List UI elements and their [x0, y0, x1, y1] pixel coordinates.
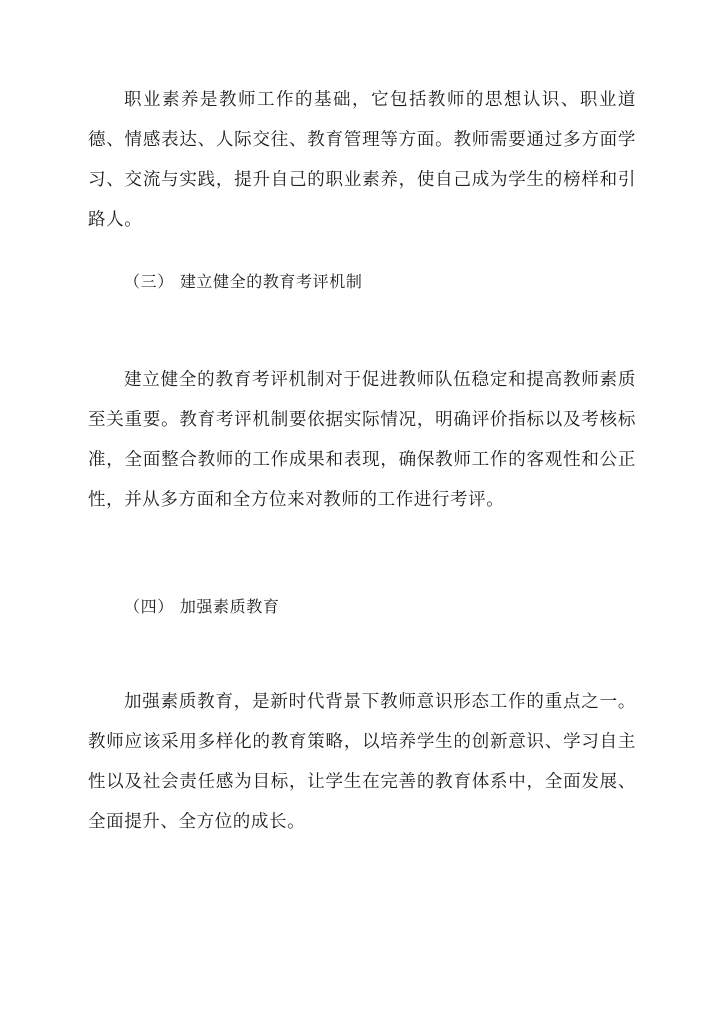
section-heading-4: [124, 595, 279, 619]
paragraph-quality-education: 加强素质教育，是新时代背景下教师意识形态工作的重点之一。教师应该采用多样化的教育策略，以培养学生的创新意识、学习自主性以及社会责任感为目标，让学生在完善的教育体系中，全面发展、全面提升、全方位的成长。: [88, 692, 636, 832]
section-number: （四）: [124, 597, 174, 616]
section-title: 建立健全的教育考评机制: [179, 272, 363, 291]
paragraph-professional-quality: 职业素养是教师工作的基础，它包括教师的思想认识、职业道德、情感表达、人际交往、教育管理等方面。教师需要通过多方面学习、交流与实践，提升自己的职业素养，使自己成为学生的榜样和引路人。: [88, 90, 636, 230]
section-number: （三）: [124, 272, 174, 291]
section-title: 加强素质教育: [179, 597, 280, 616]
paragraph-evaluation-mechanism: 建立健全的教育考评机制对于促进教师队伍稳定和提高教师素质至关重要。教育考评机制要依据实际情况，明确评价指标以及考核标准，全面整合教师的工作成果和表现，确保教师工作的客观性和公正性，并从多方面和全方位来对教师的工作进行考评。: [88, 370, 636, 510]
section-heading-3: [124, 270, 362, 294]
